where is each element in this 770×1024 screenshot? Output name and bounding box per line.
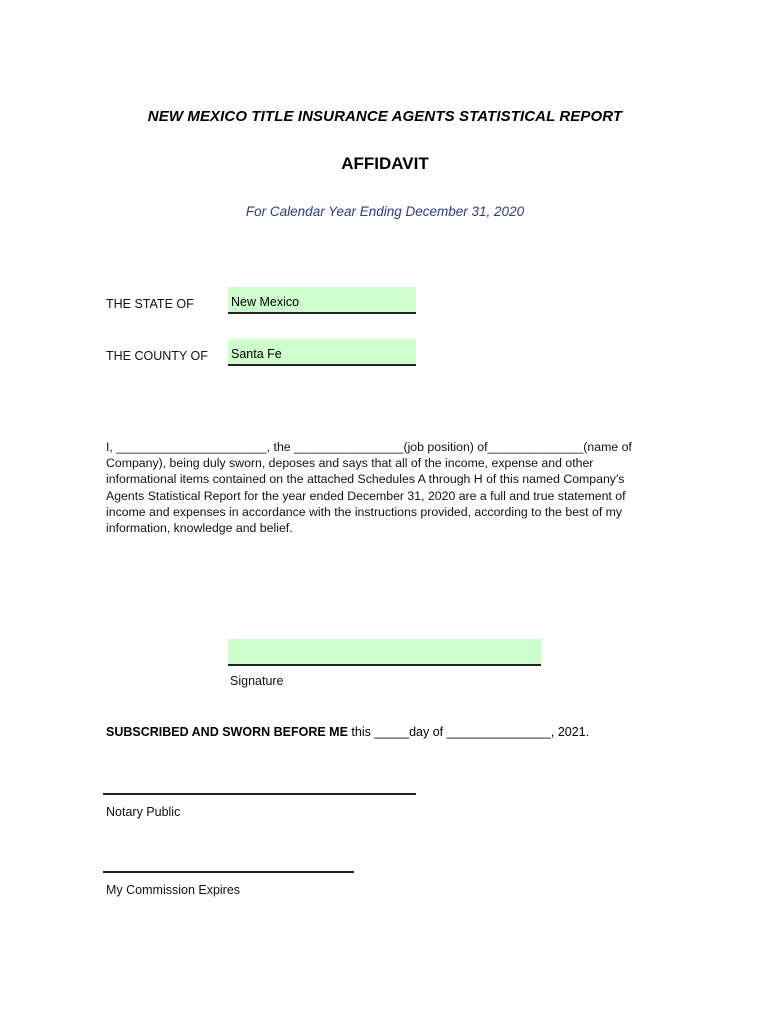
- commission-label: My Commission Expires: [106, 883, 241, 897]
- commission-expires-line[interactable]: [103, 871, 354, 873]
- county-field[interactable]: [228, 339, 416, 366]
- sworn-date-text: this _____day of _______________, 2021.: [347, 725, 590, 739]
- county-value: Santa Fe: [231, 347, 282, 361]
- state-field[interactable]: [228, 287, 416, 314]
- signature-field[interactable]: [228, 639, 541, 666]
- report-period: For Calendar Year Ending December 31, 2020: [245, 204, 525, 219]
- affidavit-statement: [106, 439, 646, 536]
- statement-line: information, knowledge and belief.: [106, 521, 293, 536]
- report-title: NEW MEXICO TITLE INSURANCE AGENTS STATISTICAL REPORT: [147, 108, 623, 125]
- sworn-statement: [106, 725, 589, 739]
- sworn-bold-text: SUBSCRIBED AND SWORN BEFORE ME: [106, 725, 348, 739]
- statement-line: Company), being duly sworn, deposes and says that all of the income, expense and other: [106, 456, 594, 471]
- signature-label: Signature: [230, 674, 284, 688]
- state-label: THE STATE OF: [106, 297, 194, 311]
- notary-label: Notary Public: [106, 805, 181, 819]
- notary-signature-line[interactable]: [103, 793, 416, 795]
- statement-line: income and expenses in accordance with the instructions provided, according to the best of my: [106, 504, 623, 519]
- statement-line: I, ______________________, the ________________(job position) of______________(name of: [106, 440, 632, 454]
- document-heading: AFFIDAVIT: [341, 154, 429, 173]
- state-value: New Mexico: [231, 295, 300, 309]
- statement-line: Agents Statistical Report for the year ended December 31, 2020 are a full and true statement of: [106, 488, 626, 503]
- county-label: THE COUNTY OF: [106, 349, 208, 363]
- statement-line: informational items contained on the attached Schedules A through H of this named Company's: [106, 472, 625, 487]
